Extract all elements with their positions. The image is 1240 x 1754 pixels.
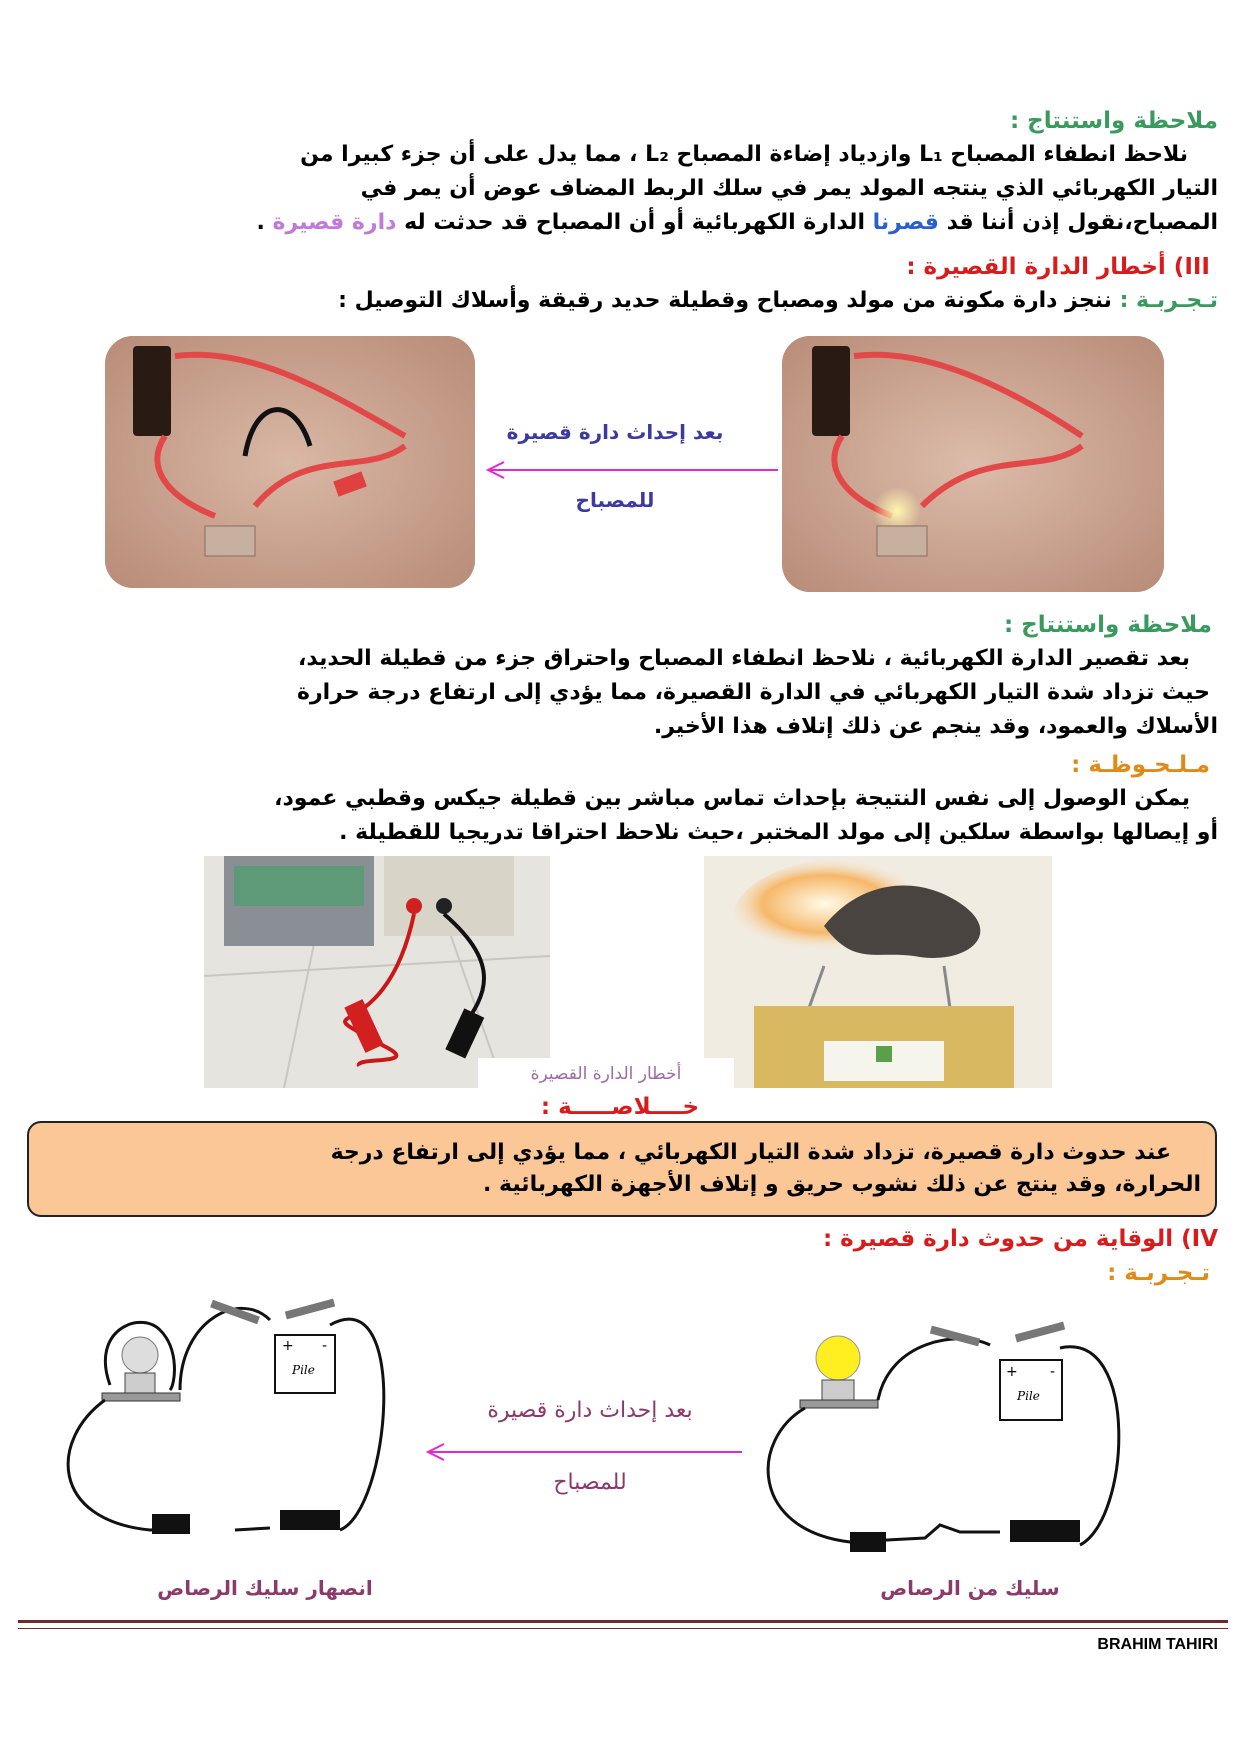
para-line: المصباح،نقول إذن أننا قد قصرنا الدارة الكهربائية أو أن المصباح قد حدثت له دارة قصيرة . xyxy=(256,210,1218,235)
photo-lab-generator xyxy=(204,856,550,1088)
label-fuse-melted: انصهار سليك الرصاص xyxy=(157,1576,373,1600)
para-line: حيث تزداد شدة التيار الكهربائي في الدارة القصيرة، مما يؤدي إلى ارتفاع درجة حرارة xyxy=(297,680,1210,705)
photo-burning-steel-wool xyxy=(704,856,1052,1088)
para-line: أو إيصالها بواسطة سلكين إلى مولد المختبر ،حيث نلاحظ احتراقا تدريجيا للقطيلة . xyxy=(339,820,1218,845)
summary-box xyxy=(27,1121,1217,1217)
figure2-overlay-label: أخطار الدارة القصيرة xyxy=(478,1058,734,1090)
section-iv-heading: IV) الوقاية من حدوث دارة قصيرة : xyxy=(822,1226,1218,1252)
pile-label: Pile xyxy=(292,1363,315,1377)
section4 xyxy=(18,608,1218,744)
plus-label: + xyxy=(282,1338,294,1354)
para-line: يمكن الوصول إلى نفس النتيجة بإحداث تماس مباشر بين قطيلة جيكس وقطبي عمود، xyxy=(274,786,1190,811)
note-heading: مـلـحـوظـة : xyxy=(1071,752,1210,778)
arrow-left-icon xyxy=(478,458,780,482)
summary-line: الحرارة، وقد ينتج عن ذلك نشوب حريق و إتلاف الأجهزة الكهربائية . xyxy=(482,1172,1201,1197)
para-line: التيار الكهربائي الذي ينتجه المولد يمر في سلك الربط المضاف عوض أن يمر في xyxy=(360,176,1218,201)
section1 xyxy=(18,104,1218,240)
summary-line: عند حدوث دارة قصيرة، تزداد شدة التيار الكهربائي ، مما يؤدي إلى ارتفاع درجة xyxy=(330,1140,1171,1165)
figure1-caption-bottom: للمصباح xyxy=(575,488,655,512)
observation-heading: ملاحظة واستنتاج : xyxy=(1003,612,1212,638)
footer-author: BRAHIM TAHIRI xyxy=(1097,1636,1218,1653)
experiment-line: تـجـربـة : ننجز دارة مكونة من مولد ومصباح وقطيلة حديد رقيقة وأسلاك التوصيل : xyxy=(338,288,1218,313)
photo-short-circuit-after xyxy=(105,336,475,588)
arrow-left-icon xyxy=(420,1440,745,1464)
para-line: نلاحظ انطفاء المصباح L₁ وازدياد إضاءة المصباح L₂ ، مما يدل على أن جزء كبيرا من xyxy=(300,142,1188,167)
minus-label: - xyxy=(1050,1364,1056,1380)
experiment-label: تـجـربـة : xyxy=(1107,1260,1210,1286)
label-lead-fuse: سليك من الرصاص xyxy=(880,1576,1060,1600)
figure3-caption-bottom: للمصباح xyxy=(553,1470,627,1495)
minus-label: - xyxy=(322,1338,328,1354)
summary-heading: خــــلاصـــــة : xyxy=(540,1094,700,1120)
circuit-after-fuse-blown xyxy=(30,1290,430,1560)
figure3-caption-top: بعد إحداث دارة قصيرة xyxy=(487,1398,693,1423)
section-iii-heading: III) أخطار الدارة القصيرة : xyxy=(906,254,1210,280)
note xyxy=(18,748,1218,850)
observation-heading: ملاحظة واستنتاج : xyxy=(1009,108,1218,134)
circuit-with-lead-fuse xyxy=(760,1320,1160,1570)
figure1-caption-top: بعد إحداث دارة قصيرة xyxy=(506,420,724,444)
footer-divider xyxy=(18,1620,1228,1629)
para-line: بعد تقصير الدارة الكهربائية ، نلاحظ انطفاء المصباح واحتراق جزء من قطيلة الحديد، xyxy=(298,646,1190,671)
experiment-label: تـجـربـة : xyxy=(1119,288,1218,313)
highlight-term: دارة قصيرة xyxy=(272,210,397,235)
photo-short-circuit-before xyxy=(782,336,1164,592)
highlight-term: قصرنا xyxy=(872,210,939,235)
plus-label: + xyxy=(1006,1364,1018,1380)
pile-label: Pile xyxy=(1017,1389,1040,1403)
para-line: الأسلاك والعمود، وقد ينجم عن ذلك إتلاف هذا الأخير. xyxy=(653,714,1218,739)
